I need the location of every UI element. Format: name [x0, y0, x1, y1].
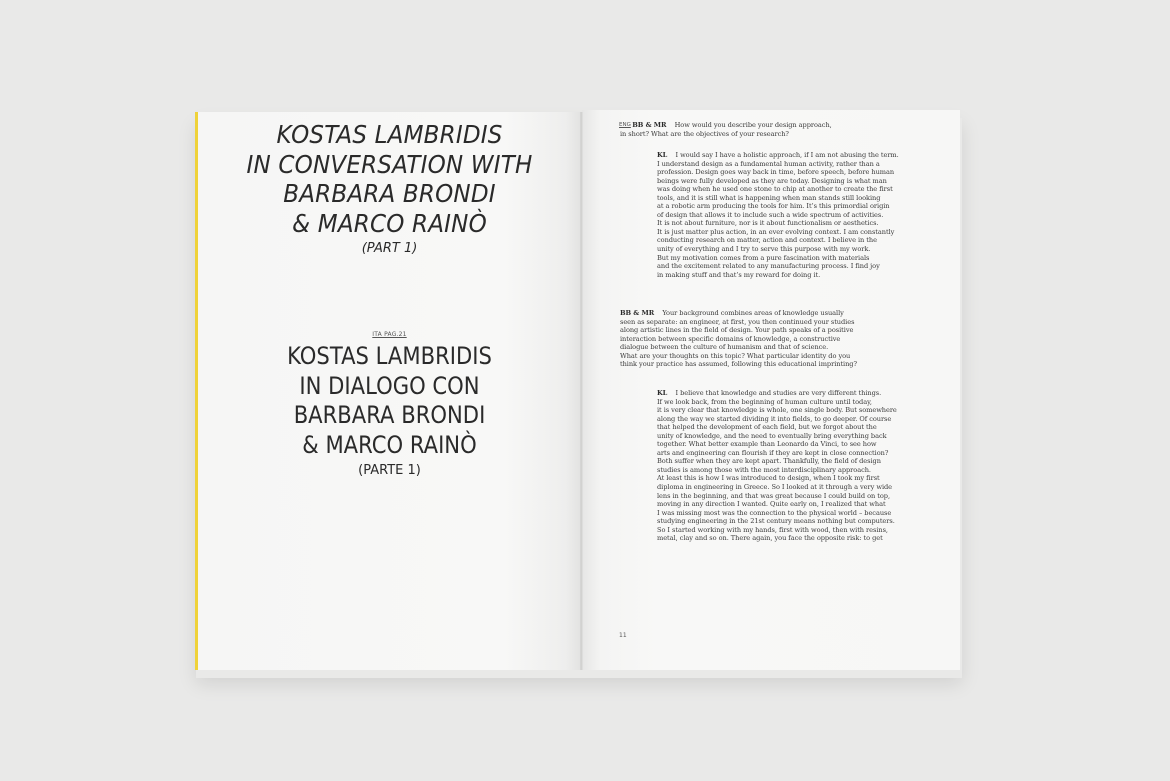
paragraph-line: interaction between specific domains of knowledge, a constructive — [620, 334, 841, 343]
paragraph-line: So I started working with my hands, first with wood, then with resins, — [657, 525, 888, 534]
paragraph-line: that helped the development of each field, but we forgot about the — [657, 423, 877, 432]
english-title-line: & MARCO RAINÒ — [292, 208, 487, 238]
yellow-page-edge — [195, 112, 198, 670]
paragraph-line: unity of everything and I try to serve this purpose with my work. — [657, 245, 871, 254]
paragraph-line: unity of knowledge, and the need to eventually bring everything back — [657, 431, 887, 440]
paragraph-line: Your background combines areas of knowledge usually — [662, 309, 844, 317]
paragraph-line: in making stuff and that’s my reward for doing it. — [657, 270, 821, 279]
paragraph-line: It is not about furniture, nor is it about functionalism or aesthetics. — [657, 219, 879, 228]
paragraph-line: tools, and it is still what is happening when man stands still looking — [657, 193, 881, 202]
answer-2 — [657, 389, 897, 543]
italian-part-label: (PARTE 1) — [358, 463, 421, 478]
paragraph-line: What are your thoughts on this topic? What particular identity do you — [620, 351, 851, 360]
paragraph-line: I believe that knowledge and studies are very different things. — [675, 389, 882, 397]
italian-page-reference: ITA PAG.21 — [372, 331, 407, 338]
italian-title-line: BARBARA BRONDI — [293, 401, 486, 429]
english-title-line: KOSTAS LAMBRIDIS — [276, 120, 503, 149]
english-part-label: (PART 1) — [361, 241, 418, 256]
paragraph-line: At least this is how I was introduced to design, when I took my first — [657, 474, 880, 483]
paragraph-line: beings were fully developed as they are today. Designing is what man — [657, 176, 887, 185]
italian-title-line: KOSTAS LAMBRIDIS — [287, 342, 492, 370]
paragraph-line: think your practice has assumed, following this educational imprinting? — [620, 360, 857, 369]
paragraph-line: along artistic lines in the field of design. Your path speaks of a positive — [620, 326, 854, 335]
paragraph-line: together. What better example than Leonardo da Vinci, to see how — [657, 440, 877, 449]
paragraph-line: was doing when he used one stone to chip at another to create the first — [657, 185, 893, 194]
english-title-line: BARBARA BRONDI — [283, 179, 496, 208]
paragraph-line: I was missing most was the connection to the physical world – because — [657, 508, 892, 517]
paragraph-line: moving in any direction I wanted. Quite early on, I realized that what — [657, 500, 886, 509]
paragraph-line: it is very clear that knowledge is whole, one single body. But somewhere — [657, 406, 897, 415]
paragraph-line: at a robotic arm producing the tools for him. It’s this primordial origin — [657, 202, 890, 211]
paragraph-line: studies is among those with the most interdisciplinary approach. — [657, 465, 871, 474]
paragraph-line: It is just matter plus action, in an ever evolving context. I am constantly — [657, 227, 895, 236]
paragraph-line: studying engineering in the 21st century means nothing but computers. — [657, 517, 895, 526]
paragraph-line: Both suffer when they are kept apart. Thankfully, the field of design — [657, 457, 881, 466]
paragraph-line: diploma in engineering in Greece. So I looked at it through a very wide — [657, 483, 893, 492]
english-title-line: IN CONVERSATION WITH — [246, 149, 533, 179]
right-page — [582, 110, 960, 670]
language-tag: ENG — [619, 122, 631, 128]
paragraph-line: of design that allows it to include such a wide spectrum of activities. — [657, 210, 884, 219]
paragraph-line: and the excitement related to any manufacturing process. I find joy — [657, 262, 880, 271]
paragraph-line: I would say I have a holistic approach, if I am not abusing the term. — [675, 151, 899, 159]
page-number: 11 — [619, 632, 627, 639]
english-title-block — [198, 120, 581, 258]
question-1 — [620, 121, 832, 138]
paragraph-line: lens in the beginning, and that was great because I could build on top, — [657, 491, 890, 500]
answer-1 — [657, 151, 899, 279]
speaker-label: BB & MR — [632, 121, 667, 129]
paragraph-line: If we look back, from the beginning of human culture until today, — [657, 397, 872, 406]
speaker-label: KL — [657, 389, 668, 397]
paragraph-line: dialogue between the culture of humanism and that of science. — [620, 343, 829, 352]
paragraph-line: How would you describe your design approach, — [674, 121, 832, 129]
italian-title-block — [198, 342, 581, 480]
paragraph-line: seen as separate: an engineer, at first, you then continued your studies — [620, 317, 855, 326]
paragraph-line: along the way we started dividing it into fields, to go deeper. Of course — [657, 414, 892, 423]
paragraph-line: profession. Design goes way back in time, before speech, before human — [657, 168, 895, 177]
italian-title-line: & MARCO RAINÒ — [302, 430, 477, 459]
paragraph-line: But my motivation comes from a pure fascination with materials — [657, 253, 870, 262]
paragraph-line: arts and engineering can flourish if they are kept in close connection? — [657, 448, 889, 457]
question-2 — [620, 309, 857, 369]
speaker-label: KL — [657, 151, 668, 159]
book-gutter — [580, 112, 583, 670]
paragraph-line: conducting research on matter, action and context. I believe in the — [657, 236, 877, 245]
paragraph-line: metal, clay and so on. There again, you face the opposite risk: to get — [657, 534, 883, 543]
speaker-label: BB & MR — [620, 309, 655, 317]
paragraph-line: in short? What are the objectives of your research? — [620, 129, 789, 138]
left-page — [198, 112, 581, 670]
italian-title-line: IN DIALOGO CON — [299, 371, 480, 400]
paragraph-line: I understand design as a fundamental human activity, rather than a — [657, 159, 880, 168]
